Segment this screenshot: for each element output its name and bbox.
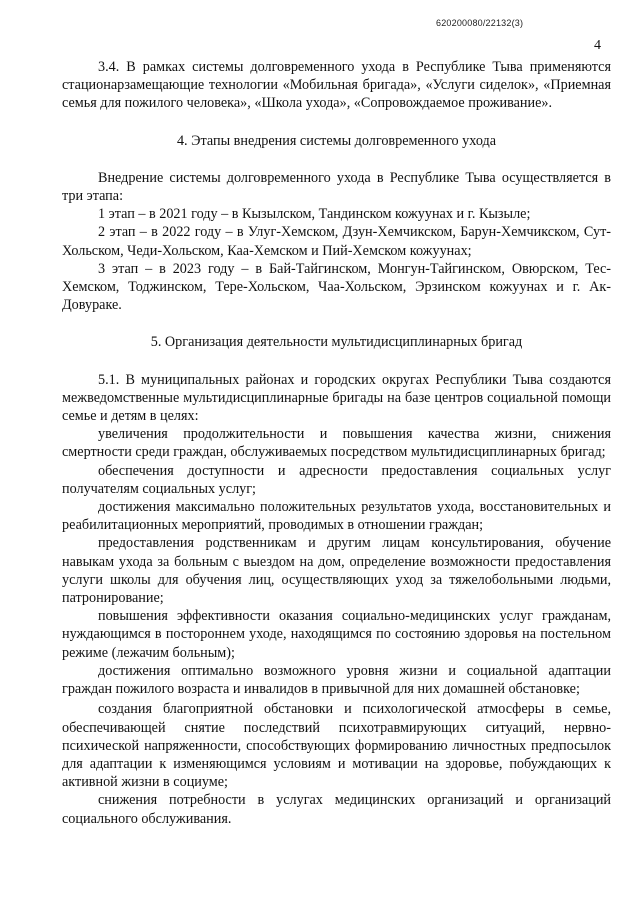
section-5-heading: 5. Организация деятельности мультидисциплинарных бригад — [150, 334, 523, 351]
goal-item: повышения эффективности оказания социально-медицинских услуг гражданам, нуждающимся в постороннем уходе, находящимся по состоянию здоровья на постельном режиме (лежачим больным); — [62, 608, 611, 661]
goal-item: достижения оптимально возможного уровня жизни и социальной адаптации граждан пожилого возраста и инвалидов в привычной для них домашней обстановке; — [62, 662, 611, 698]
stage-item: 1 этап – в 2021 году – в Кызылском, Тандинском кожуунах и г. Кызыле; — [98, 206, 531, 223]
section-4-heading: 4. Этапы внедрения системы долговременного ухода — [176, 132, 497, 149]
stage-item: 3 этап – в 2023 году – в Бай-Тайгинском, Монгун-Тайгинском, Овюрском, Тес-Хемском, Тоджинском, Тере-Хольском, Чаа-Хольском, Эрзинском кожуунах и г. Ак-Довураке. — [62, 260, 611, 314]
goal-item: снижения потребности в услугах медицинских организаций и организаций социального обслуживания. — [62, 792, 611, 827]
goal-item: обеспечения доступности и адресности предоставления социальных услуг получателям социальных услуг; — [62, 462, 611, 497]
document-code: 620200080/22132(3) — [436, 18, 524, 28]
paragraph-5-1: 5.1. В муниципальных районах и городских округах Республики Тыва создаются межведомственные мультидисциплинарные бригады на базе центров социальной помощи семье и детям в целях: — [62, 371, 611, 425]
goal-item: предоставления родственникам и другим лицам консультирования, обучение навыкам ухода за больным с выездом на дом, определение возможности предоставления услуги школы для обучения лиц, осуществляющих уход за тяжелобольными людьми, патронирование; — [62, 535, 611, 607]
document-body — [62, 58, 611, 828]
stage-item: 2 этап – в 2022 году – в Улуг-Хемском, Дзун-Хемчикском, Барун-Хемчикском, Сут-Хольском, Чеди-Хольском, Каа-Хемском и Пий-Хемском кожуунах; — [62, 224, 611, 259]
paragraph-3-4: 3.4. В рамках системы долговременного ухода в Республике Тыва применяются стационарзамещающие технологии «Мобильная бригада», «Услуги сиделок», «Приемная семья для пожилого человека», «Школа ухода», «Сопровождаемое проживание». — [62, 59, 611, 112]
section-4-intro: Внедрение системы долговременного ухода в Республике Тыва осуществляется в три этапа: — [62, 169, 611, 205]
goal-item: увеличения продолжительности и повышения качества жизни, снижения смертности среди граждан, обслуживаемых посредством мультидисциплинарных бригад; — [62, 426, 611, 461]
page-number: 4 — [594, 38, 601, 53]
goal-item: создания благоприятной обстановки и психологической атмосферы в семье, обеспечивающей снятие последствий психотравмирующих ситуаций, нервно-психической напряженности, способствующих формированию личностных предпосылок для адаптации к изменяющимся условиям и мотивации на здоровье, побуждающих к активной жизни в социуме; — [62, 701, 611, 791]
goal-item: достижения максимально положительных результатов ухода, восстановительных и реабилитационных мероприятий, проводимых в отношении граждан; — [62, 499, 611, 534]
